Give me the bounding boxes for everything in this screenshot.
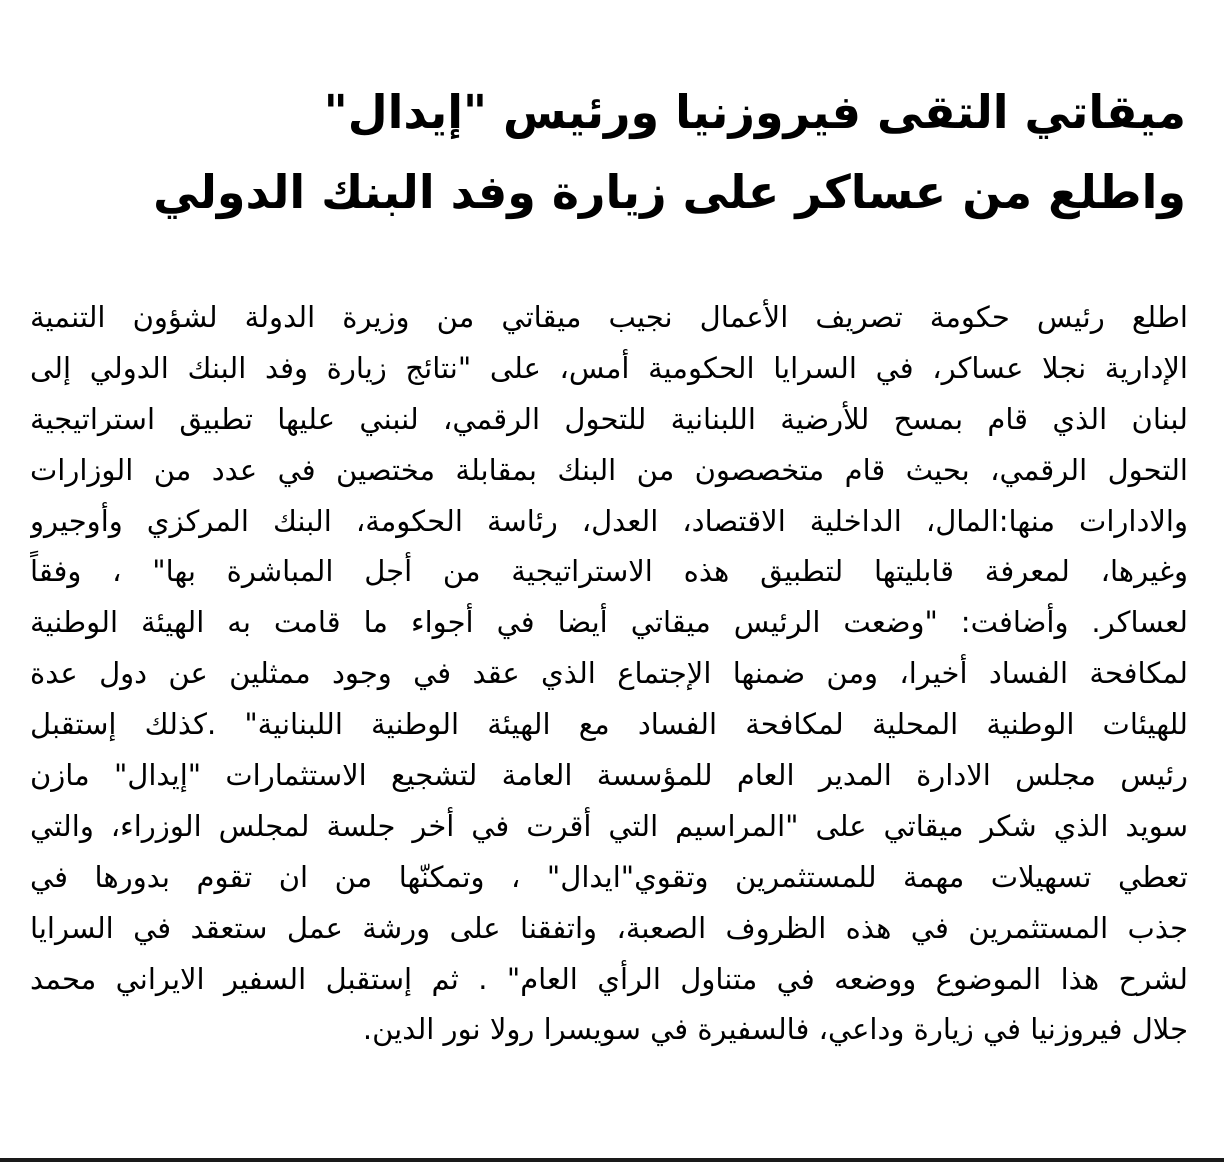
- article-body: [30, 292, 1188, 1055]
- body-line: والادارات منها:المال، الداخلية الاقتصاد، العدل، رئاسة الحكومة، البنك المركزي وأوجيرو: [30, 503, 1188, 538]
- body-line: لمكافحة الفساد أخيرا، ومن ضمنها الإجتماع الذي عقد في وجود ممثلين عن دول عدة: [30, 656, 1188, 691]
- body-line: لعساكر. وأضافت: "وضعت الرئيس ميقاتي أيضا في أجواء ما قامت به الهيئة الوطنية: [30, 605, 1188, 640]
- body-line: لشرح هذا الموضوع ووضعه في متناول الرأي العام" . ثم إستقبل السفير الايراني محمد: [30, 961, 1188, 996]
- body-line: للهيئات الوطنية المحلية لمكافحة الفساد مع الهيئة الوطنية اللبنانية" .كذلك إستقبل: [30, 707, 1188, 742]
- body-line: جذب المستثمرين في هذه الظروف الصعبة، واتفقنا على ورشة عمل ستعقد في السرايا: [30, 910, 1188, 945]
- bottom-border: [0, 1158, 1224, 1162]
- body-line: التحول الرقمي، بحيث قام متخصصون من البنك بمقابلة مختصين في عدد من الوزارات: [30, 452, 1188, 487]
- body-line: سويد الذي شكر ميقاتي على "المراسيم التي أقرت في أخر جلسة لمجلس الوزراء، والتي: [30, 808, 1188, 843]
- headline-line-2: واطلع من عساكر على زيارة وفد البنك الدولي: [153, 165, 1186, 219]
- body-line: تعطي تسهيلات مهمة للمستثمرين وتقوي"ايدال" ، وتمكنّها من ان تقوم بدورها في: [30, 859, 1188, 894]
- body-line: وغيرها، لمعرفة قابليتها لتطبيق هذه الاستراتيجية من أجل المباشرة بها" ، وفقاً: [30, 554, 1188, 589]
- headline: [153, 72, 1186, 232]
- body-line: الإدارية نجلا عساكر، في السرايا الحكومية أمس، على "نتائج زيارة وفد البنك الدولي إلى: [30, 350, 1188, 385]
- body-line: اطلع رئيس حكومة تصريف الأعمال نجيب ميقاتي من وزيرة الدولة لشؤون التنمية: [30, 300, 1188, 334]
- body-line: لبنان الذي قام بمسح للأرضية اللبنانية للتحول الرقمي، لنبني عليها تطبيق استراتيجية: [30, 401, 1188, 436]
- body-line: جلال فيروزنيا في زيارة وداعي، فالسفيرة في سويسرا رولا نور الدين.: [362, 1012, 1188, 1047]
- headline-line-1: ميقاتي التقى فيروزنيا ورئيس "إيدال": [323, 85, 1186, 139]
- body-line: رئيس مجلس الادارة المدير العام للمؤسسة العامة لتشجيع الاستثمارات "إيدال" مازن: [30, 758, 1188, 793]
